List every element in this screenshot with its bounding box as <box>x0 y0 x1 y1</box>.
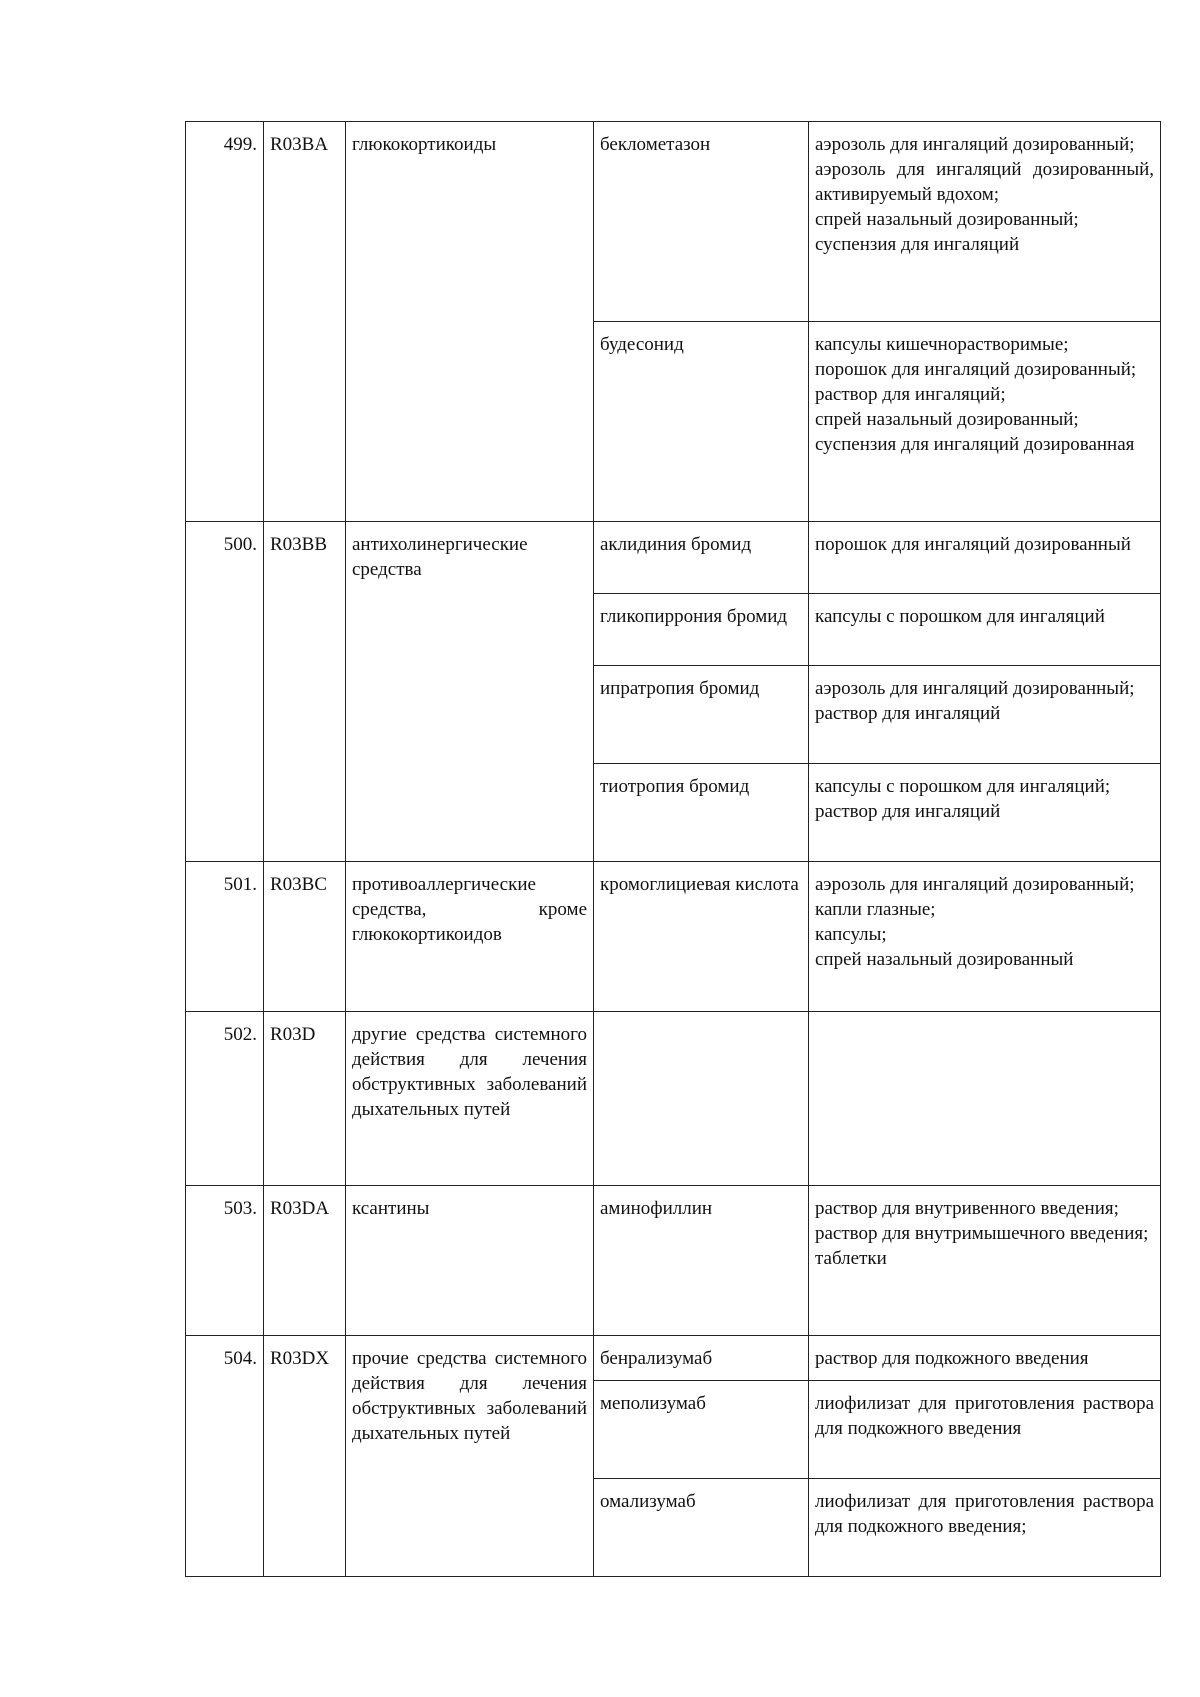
dosage-form-item: аэрозоль для ингаляций дозированный; <box>815 678 1135 699</box>
dosage-form-item: спрей назальный дозированный <box>815 949 1074 970</box>
dosage-form-item: спрей назальный дозированный; <box>815 209 1079 230</box>
dosage-form-item: капсулы кишечнорастворимые; <box>815 334 1069 355</box>
row-number: 502. <box>186 1012 264 1186</box>
atc-code: R03BB <box>264 522 346 862</box>
table-row <box>186 522 1161 594</box>
dosage-forms <box>809 322 1161 522</box>
drug-name: будесонид <box>594 322 809 522</box>
drug-name: бенрализумаб <box>594 1336 809 1381</box>
drug-name: кромоглициевая кислота <box>594 862 809 1012</box>
dosage-forms <box>809 122 1161 322</box>
table-row <box>186 1186 1161 1336</box>
dosage-forms <box>809 1012 1161 1186</box>
dosage-form-item: раствор для ингаляций <box>815 801 1001 822</box>
drug-name: аклидиния бромид <box>594 522 809 594</box>
table-row <box>186 1336 1161 1381</box>
dosage-forms <box>809 1186 1161 1336</box>
dosage-form-item: раствор для подкожного введения <box>815 1348 1089 1369</box>
dosage-forms <box>809 1381 1161 1479</box>
dosage-forms <box>809 666 1161 764</box>
table-row <box>186 122 1161 322</box>
pharmacological-group: противоаллергические средства, кроме глюкокортикоидов <box>346 862 594 1012</box>
dosage-forms <box>809 1479 1161 1577</box>
table-row <box>186 1012 1161 1186</box>
dosage-form-item: капсулы с порошком для ингаляций; <box>815 776 1111 797</box>
atc-code: R03DX <box>264 1336 346 1577</box>
drug-name <box>594 1012 809 1186</box>
dosage-form-item: аэрозоль для ингаляций дозированный; <box>815 134 1135 155</box>
dosage-form-item: аэрозоль для ингаляций дозированный; <box>815 874 1135 895</box>
dosage-form-item: капли глазные; <box>815 899 936 920</box>
pharmacological-group: ксантины <box>346 1186 594 1336</box>
dosage-form-item: аэрозоль для ингаляций дозированный, активируемый вдохом; <box>815 159 1154 205</box>
table-body <box>186 122 1161 1577</box>
row-number: 500. <box>186 522 264 862</box>
drug-name: гликопиррония бромид <box>594 594 809 666</box>
atc-code: R03BA <box>264 122 346 522</box>
dosage-form-item: капсулы; <box>815 924 887 945</box>
row-number: 504. <box>186 1336 264 1577</box>
dosage-forms <box>809 862 1161 1012</box>
drug-name: аминофиллин <box>594 1186 809 1336</box>
dosage-form-item: лиофилизат для приготовления раствора для подкожного введения <box>815 1393 1154 1439</box>
atc-code: R03DA <box>264 1186 346 1336</box>
table-row <box>186 862 1161 1012</box>
dosage-form-item: капсулы с порошком для ингаляций <box>815 606 1105 627</box>
row-number: 501. <box>186 862 264 1012</box>
dosage-form-item: спрей назальный дозированный; <box>815 409 1079 430</box>
dosage-form-item: раствор для ингаляций; <box>815 384 1006 405</box>
dosage-forms <box>809 1336 1161 1381</box>
dosage-forms <box>809 522 1161 594</box>
dosage-form-item: раствор для внутривенного введения; <box>815 1198 1119 1219</box>
dosage-forms <box>809 764 1161 862</box>
pharmacological-group: антихолинергические средства <box>346 522 594 862</box>
dosage-form-item: раствор для внутримышечного введения; <box>815 1223 1149 1244</box>
drug-name: омализумаб <box>594 1479 809 1577</box>
drug-name: меполизумаб <box>594 1381 809 1479</box>
atc-code: R03BC <box>264 862 346 1012</box>
drug-name: ипратропия бромид <box>594 666 809 764</box>
dosage-form-item: порошок для ингаляций дозированный <box>815 534 1131 555</box>
drug-name: беклометазон <box>594 122 809 322</box>
row-number: 503. <box>186 1186 264 1336</box>
drug-name: тиотропия бромид <box>594 764 809 862</box>
row-number: 499. <box>186 122 264 522</box>
atc-code: R03D <box>264 1012 346 1186</box>
pharmacological-group: другие средства системного действия для лечения обструктивных заболеваний дыхательных путей <box>346 1012 594 1186</box>
dosage-form-item: раствор для ингаляций <box>815 703 1001 724</box>
dosage-form-item: порошок для ингаляций дозированный; <box>815 359 1137 380</box>
medication-table <box>185 121 1161 1577</box>
dosage-forms <box>809 594 1161 666</box>
pharmacological-group: прочие средства системного действия для лечения обструктивных заболеваний дыхательных путей <box>346 1336 594 1577</box>
dosage-form-item: суспензия для ингаляций <box>815 234 1020 255</box>
dosage-form-item: таблетки <box>815 1248 887 1269</box>
dosage-form-item: суспензия для ингаляций дозированная <box>815 434 1135 455</box>
dosage-form-item: лиофилизат для приготовления раствора для подкожного введения; <box>815 1491 1154 1537</box>
pharmacological-group: глюкокортикоиды <box>346 122 594 522</box>
